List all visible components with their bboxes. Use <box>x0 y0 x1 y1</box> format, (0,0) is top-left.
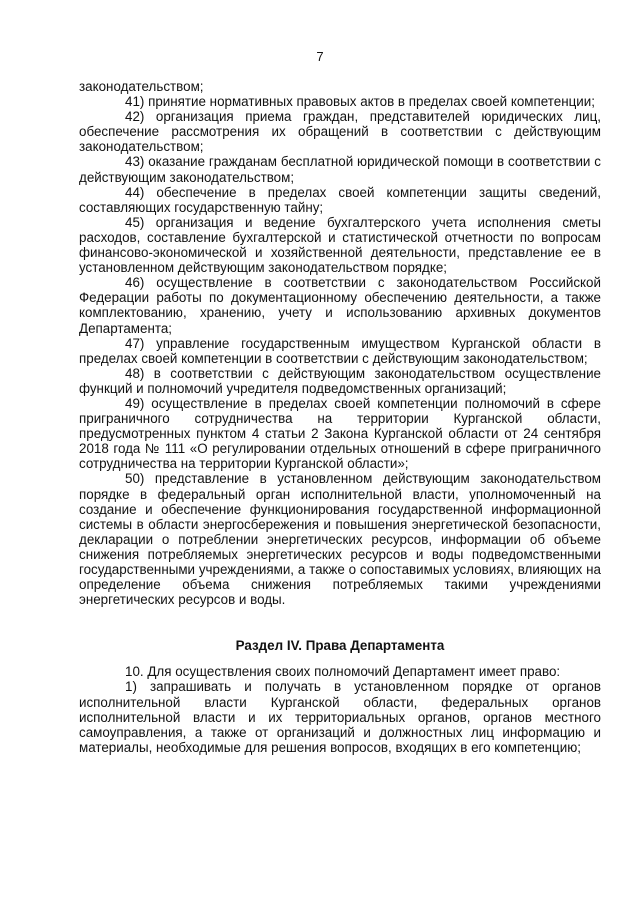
item-47: 47) управление государственным имуществом Курганской области в пределах своей компетенции в соответствии с действующим законодательством; <box>79 335 601 366</box>
item-46: 46) осуществление в соответствии с законодательством Российской Федерации работы по документационному обеспечению деятельности, а также комплектованию, хранению, учету и использованию архивных документов Департамента; <box>79 275 601 336</box>
item-49: 49) осуществление в пределах своей компетенции полномочий в сфере приграничного сотрудничества на территории Курганской области, предусмотренных пунктом 4 статьи 2 Закона Курганской области от 24 сентября 2018 года № 111 «О регулировании отдельных отношений в сфере приграничного сотрудничества на территории Курганской области»; <box>79 395 601 472</box>
item-43: 43) оказание гражданам бесплатной юридической помощи в соответствии с действующим законодательством; <box>79 154 601 185</box>
continuation-text: законодательством; <box>79 79 204 94</box>
item-50: 50) представление в установленном действующим законодательством порядке в федеральный орган исполнительной власти, уполномоченный на создание и обеспечение функционирования государственной информационной системы в области энергосбережения и повышения энергетической безопасности, декларации о потреблении энергетических ресурсов, информации об объеме снижения потребляемых энергетических ресурсов и воды подведомственными государственными учреждениями, а также о сопоставимых условиях, влияющих на определение объема снижения потребляемых такими учреждениями энергетических ресурсов и воды. <box>79 471 601 608</box>
item-48: 48) в соответствии с действующим законодательством осуществление функций и полномочий учредителя подведомственных организаций; <box>79 365 601 396</box>
item-41: 41) принятие нормативных правовых актов в пределах своей компетенции; <box>125 94 595 110</box>
clause-10-item-1: 1) запрашивать и получать в установленном порядке от органов исполнительной власти Курганской области, федеральных органов исполнительной власти и их территориальных органов, органов местного самоуправления, а также от организаций и должностных лиц информацию и материалы, необходимые для решения вопросов, входящих в его компетенцию; <box>79 679 601 755</box>
page-number: 7 <box>316 49 324 64</box>
clause-10-intro: 10. Для осуществления своих полномочий Департамент имеет право: <box>125 664 561 680</box>
section-heading: Раздел IV. Права Департамента <box>235 638 445 654</box>
item-45: 45) организация и ведение бухгалтерского учета исполнения сметы расходов, составление бухгалтерской и статистической отчетности по вопросам финансово-экономической и хозяйственной деятельности, представление ее в установленном действующим законодательством порядке; <box>79 214 601 276</box>
document-body <box>79 79 601 755</box>
item-42: 42) организация приема граждан, представителей юридических лиц, обеспечение рассмотрения их обращений в соответствии с действующим законодательством; <box>79 109 601 155</box>
item-44: 44) обеспечение в пределах своей компетенции защиты сведений, составляющих государственную тайну; <box>79 184 601 215</box>
